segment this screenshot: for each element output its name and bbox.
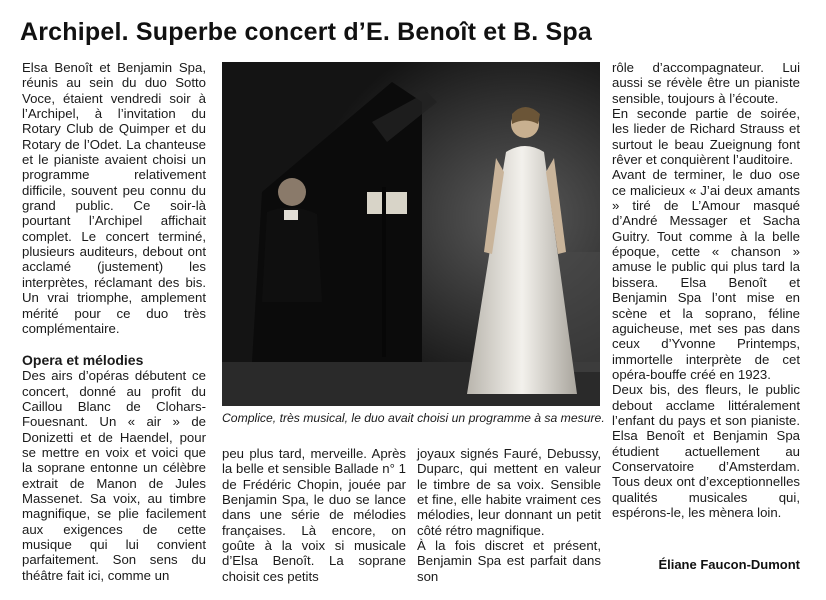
author-byline: Éliane Faucon-Dumont: [658, 557, 800, 572]
article-headline: Archipel. Superbe concert d’E. Benoît et B. Spa: [20, 18, 593, 46]
concert-photo-illustration: [222, 62, 600, 406]
column-4: [612, 60, 800, 520]
closing-paragraph: Deux bis, des fleurs, le public debout acclame littéralement l’enfant du pays et son pianiste. Elsa Benoît et Benjamin Spa étudient actuellement au Conservatoire d’Amsterdam. Tous deux ont d’exceptionnelles qualités musicales qui, espérons-le, les mènera loin.: [612, 382, 800, 520]
column-2: [222, 446, 406, 584]
section-subhead: Opera et mélodies: [22, 352, 144, 369]
intro-paragraph: Elsa Benoît et Benjamin Spa, réunis au sein du duo Sotto Voce, étaient vendredi soir à l’Archipel, à l’invitation du Rotary Club de Quimper et du Rotary de l’Odet. La chanteuse et le pianiste avaient choisi un programme relativement difficile, souvent peu connu du grand public. Ce soir-là pourtant l’Archipel affichait complet. Le concert terminé, plusieurs auditeurs, debout ont acclamé (justement) les interprètes, réclamant des bis. Un vrai triomphe, amplement mérité pour ce duo très complémentaire.: [22, 60, 206, 336]
photo-caption: Complice, très musical, le duo avait choisi un programme à sa mesure.: [222, 411, 605, 425]
column-1: [22, 60, 206, 583]
melodies-paragraph: joyaux signés Fauré, Debussy, Duparc, qui mettent en valeur le timbre de sa voix. Sensible et fine, elle habite vraiment ces mélodies, leur donnant un petit côté rétro magnifique.: [417, 446, 601, 538]
concert-photo: [222, 62, 600, 406]
opera-paragraph: Des airs d’opéras débutent ce concert, donné au profit du Caillou Blanc de Clohars-Fouesnant. Un « air » de Donizetti et de Haendel, pour se mettre en voix et voici que la soprane entonne un célèbre extrait de Manon de Jules Massenet. Sa voix, au timbre magnifique, se plie facilement aux exigences de cette musique qui lui convient parfaitement. Son sens du théâtre fait ici, comme un: [22, 368, 206, 583]
strauss-paragraph: En seconde partie de soirée, les lieder de Richard Strauss et surtout le beau Zueignung font rêver et conquièrent l’auditoire.: [612, 106, 800, 168]
accompanist-paragraph: rôle d’accompagnateur. Lui aussi se révèle être un pianiste sensible, toujours à l’écoute.: [612, 60, 800, 106]
column-3: [417, 446, 601, 584]
chopin-paragraph: peu plus tard, merveille. Après la belle et sensible Ballade n° 1 de Frédéric Chopin, jouée par Benjamin Spa, le duo se lance dans une série de mélodies françaises. Là encore, on goûte à la voix si musicale d’Elsa Benoît. La soprane choisit ces petits: [222, 446, 406, 584]
encore-paragraph: Avant de terminer, le duo ose ce malicieux « J’ai deux amants » tiré de L’Amour masqué d’André Messager et Sacha Guitry. Tout comme à la belle époque, cette « chanson » amuse le public qui plus tard la bissera. Elsa Benoît et Benjamin Spa l’ont mise en scène et la soprano, féline aguicheuse, met ses pas dans ceux d’Yvonne Printemps, immortelle interprète de cet opéra-bouffe créé en 1923.: [612, 167, 800, 382]
pianist-paragraph: À la fois discret et présent, Benjamin Spa est parfait dans son: [417, 538, 601, 584]
